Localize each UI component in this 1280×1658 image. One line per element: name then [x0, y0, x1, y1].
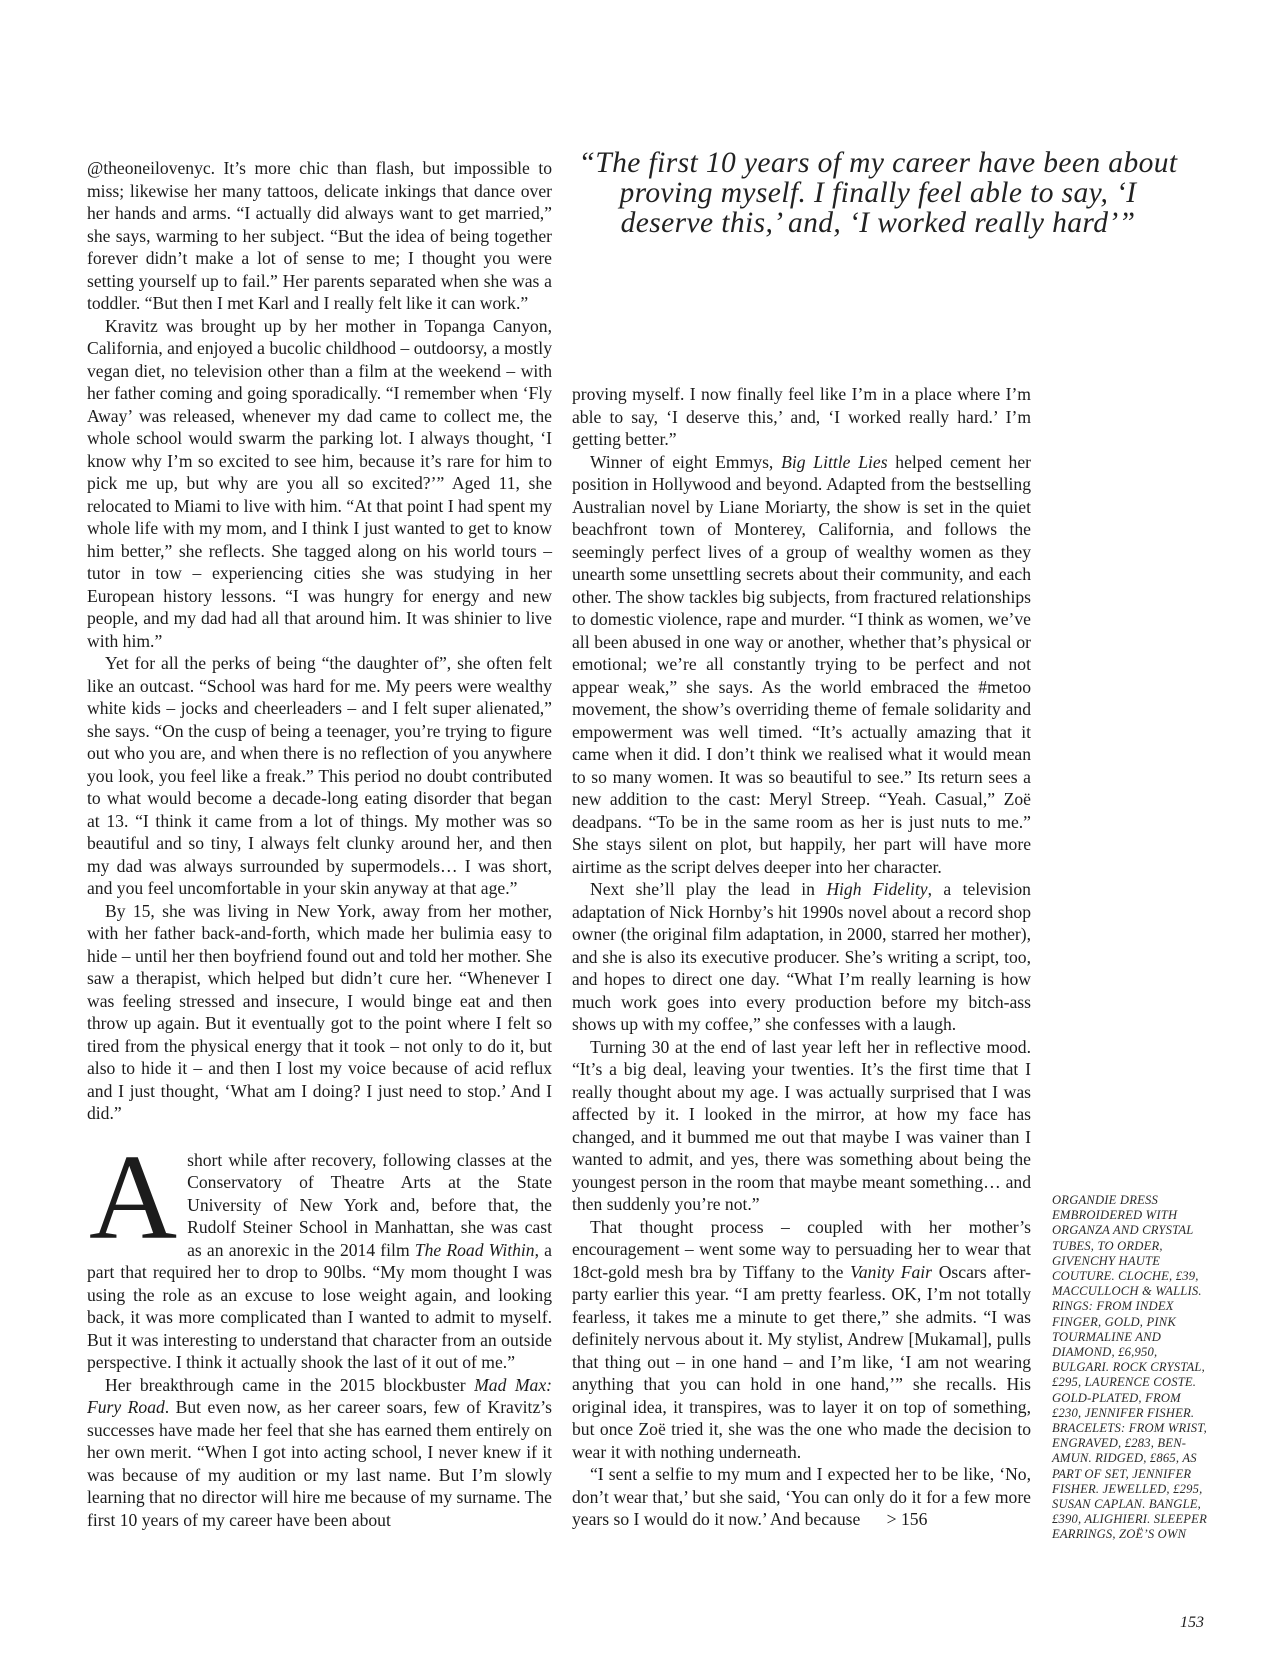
- paragraph: proving myself. I now finally feel like I’m in a place where I’m able to say, ‘I deserve this,’ and, ‘I worked really hard.’ I’m getting better.”: [572, 384, 1031, 449]
- paragraph: By 15, she was living in New York, away from her mother, with her father back-and-forth, which made her bulimia easy to hide – until her then boyfriend found out and told her mother. She saw a therapist, which helped but didn’t cure her. “Whenever I was feeling stressed and insecure, I would binge eat and then throw up again. But it eventually got to the point where I felt so tired from the physical energy that it took – not only to do it, but also to hide it – and then I lost my voice because of acid reflux and I just thought, ‘What am I doing? I just need to stop.’ And I did.”: [87, 900, 552, 1123]
- paragraph: Kravitz was brought up by her mother in Topanga Canyon, California, and enjoyed a bucolic childhood – outdoorsy, a mostly vegan diet, no television other than a film at the weekend – with her father coming and going sporadically. “I remember when ‘Fly Away’ was released, whenever my dad came to collect me, the whole school would swarm the parking lot. I always thought, ‘I know why I’m so excited to see him, because it’s rare for him to pick me up, but why are you all so excited?’” Aged 11, she relocated to Miami to live with him. “At that point I had spent my whole life with my mom, and I think I just wanted to get to know him better,” she reflects. She tagged along on his world tours – tutor in tow – experiencing cities she was studying in her European history lessons. “I was hungry for energy and new people, and my dad had all that around him. It was shinier to live with him.”: [87, 315, 552, 651]
- continued-on-page-marker: > 156: [886, 1509, 928, 1529]
- paragraph-text: helped cement her position in Hollywood and beyond. Adapted from the bestselling Australian novel by Liane Moriarty, the show is set in the quiet beachfront town of Monterey, California, and follows the seemingly perfect lives of a group of wealthy women as they unearth some unsettling secrets about their community, and each other. The show tackles big subjects, from fractured relationships to domestic violence, rape and murder. “I think as women, we’ve all been abused in one way or another, whether that’s physical or emotional; we’re all constantly trying to be perfect and not appear weak,” she says. As the world embraced the #metoo movement, the show’s overriding theme of female solidarity and empowerment was well timed. “It’s actually amazing that it came when it did. I don’t think we realised what it would mean to so many women. It was so beautiful to see.” Its return sees a new addition to the cast: Meryl Streep. “Yeah. Casual,” Zoë deadpans. “To be in the same room as her is just nuts to me.” She stays silent on plot, but happily, her part will have more airtime as the script delves deeper into her character.: [572, 451, 1031, 877]
- paragraph-text: “I sent a selfie to my mum and I expected her to be like, ‘No, don’t wear that,’ but she said, ‘You can only do it for a few more years so I would do it now.’ And because: [572, 1464, 1031, 1529]
- paragraph-text: , a part that required her to drop to 90lbs. “My mom thought I was using the role as an excuse to lose weight again, and looking back, it was more complicated than I wanted to admit to myself. But it was interesting to understand that character from an outside perspective. I think it actually shook the last of it out of me.”: [87, 1239, 552, 1372]
- paragraph-text: Winner of eight Emmys,: [590, 451, 782, 472]
- pull-quote: “The first 10 years of my career have been about proving myself. I finally feel able to say, ‘I deserve this,’ and, ‘I worked really hard’”: [578, 147, 1178, 239]
- paragraph-text: Oscars after-party earlier this year. “I am pretty fearless. OK, I’m not totally fearless, it takes me a minute to get there,” she admits. “I was definitely nervous about it. My stylist, Andrew [Mukamal], pulls that thing out – in one hand – and I’m like, ‘I am not wearing anything that you can hold in one hand,’” she recalls. His original idea, it transpires, was to layer it on top of something, but once Zoë tried it, she was the one who made the decision to wear it with nothing underneath.: [572, 1261, 1032, 1462]
- paragraph: [572, 451, 1031, 879]
- paragraph-text: Next she’ll play the lead in: [590, 879, 827, 899]
- paragraph-text: short while after recovery, following classes at the Conservatory of Theatre Arts at the State University of New York and, before that, the Rudolf Steiner School in Manhattan, she was cast as an anorexic in the 2014 film: [187, 1149, 552, 1260]
- drop-cap: A: [89, 1129, 178, 1265]
- film-title: Mad Max: Fury Road: [87, 1374, 552, 1417]
- show-title: Big Little Lies: [781, 451, 888, 472]
- paragraph: [572, 1463, 1031, 1531]
- page-number: 153: [1180, 1614, 1204, 1631]
- paragraph-text: , a television adaptation of Nick Hornby’s hit 1990s novel about a record shop owner (the original film adaptation, in 2000, starred her mother), and she is also its executive producer. She’s writing a script, too, and hopes to direct one day. “What I’m really learning is how much work goes into every production before my bitch-ass shows up with my coffee,” she confesses with a laugh.: [572, 879, 1031, 1034]
- show-title: High Fidelity: [826, 879, 928, 899]
- paragraph: Turning 30 at the end of last year left her in reflective mood. “It’s a big deal, leaving your twenties. It’s the first time that I really thought about my age. I was actually surprised that I was affected by it. I looked in the mirror, at how my face has changed, and it bummed me out that maybe I was vainer than I wanted to admit, and yes, there was something about being the youngest person in the room that maybe meant something… and then suddenly you’re not.”: [572, 1036, 1031, 1214]
- paragraph-text: That thought process – coupled with her mother’s encouragement – went some way to persuading her to wear that 18ct-gold mesh bra by Tiffany to the: [572, 1216, 1031, 1282]
- article-column-left: [87, 157, 552, 1531]
- paragraph-text: . But even now, as her career soars, few of Kravitz’s successes have made her feel that she has earned them entirely on her own merit. “When I got into acting school, I never knew if it was because of my audition or my last name. But I’m slowly learning that no director will hire me because of my surname. The first 10 years of my career have been about: [87, 1397, 552, 1530]
- paragraph: @theoneilovenyc. It’s more chic than flash, but impossible to miss; likewise her many tattoos, delicate inkings that dance over her hands and arms. “I actually did always want to get married,” she says, warming to her subject. “But the idea of being together forever didn’t make a lot of sense to me; I thought you were setting yourself up to fail.” Her parents separated when she was a toddler. “But then I met Karl and I really felt like it can work.”: [87, 158, 552, 313]
- paragraph: [572, 878, 1031, 1036]
- paragraph-with-dropcap: [87, 1129, 552, 1374]
- paragraph: Yet for all the perks of being “the daughter of”, she often felt like an outcast. “School was hard for me. My peers were wealthy white kids – jocks and cheerleaders – and I felt super alienated,” she says. “On the cusp of being a teenager, you’re trying to figure out who you are, and when there is no reflection of you anywhere you look, you feel like a freak.” This period no doubt contributed to what would become a decade-long eating disorder that began at 13. “I think it came from a lot of things. My mother was so beautiful and so tiny, I always felt clunky around her, and then my dad was always surrounded by supermodels… I was short, and you feel uncomfortable in your skin anyway at that age.”: [87, 653, 552, 898]
- paragraph-text: Her breakthrough came in the 2015 blockbuster: [105, 1374, 475, 1395]
- film-title: The Road Within: [414, 1239, 535, 1260]
- paragraph: [572, 1216, 1031, 1464]
- article-column-middle: [572, 383, 1031, 1531]
- paragraph: [87, 1374, 552, 1532]
- fashion-credits: ORGANDIE DRESS EMBROIDERED WITH ORGANZA AND CRYSTAL TUBES, TO ORDER, GIVENCHY HAUTE COUTURE. CLOCHE, £39, MACCULLOCH & WALLIS. RINGS: FROM INDEX FINGER, GOLD, PINK TOURMALINE AND DIAMOND, £6,950, BULGARI. ROCK CRYSTAL, £295, LAURENCE COSTE. GOLD-PLATED, FROM £230, JENNIFER FISHER. BRACELETS: FROM WRIST, ENGRAVED, £283, BEN-AMUN. RIDGED, £865, AS PART OF SET, JENNIFER FISHER. JEWELLED, £295, SUSAN CAPLAN. BANGLE, £390, ALIGHIERI. SLEEPER EARRINGS, ZOË’S OWN: [1052, 1193, 1207, 1542]
- magazine-title: Vanity Fair: [850, 1261, 933, 1282]
